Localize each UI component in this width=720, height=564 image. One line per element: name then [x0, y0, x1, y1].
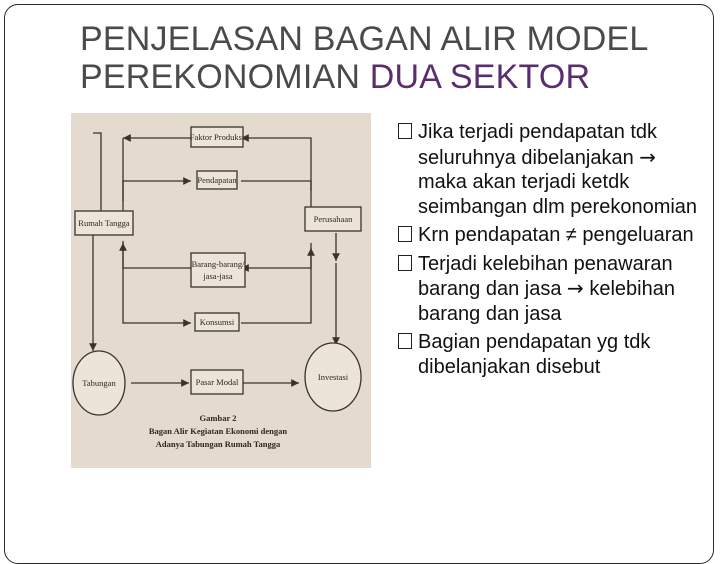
slide-title [80, 20, 700, 96]
node-pasar-modal: Pasar Modal [195, 377, 239, 387]
node-konsumsi: Konsumsi [199, 317, 235, 327]
bullet-item [398, 223, 710, 248]
bullet-text: Krn pendapatan ≠ pengeluaran [418, 224, 694, 246]
bullet-text: Jika terjadi pendapatan tdk seluruhnya dibelanjakan [418, 121, 658, 169]
node-barang-jasa-2: jasa-jasa [203, 271, 233, 281]
node-investasi: Investasi [317, 372, 349, 382]
bullet-marker-icon [398, 255, 412, 271]
title-line-2 [80, 58, 700, 96]
bullet-item [398, 330, 710, 379]
right-arrow-icon: → [567, 276, 584, 300]
bullet-item [398, 252, 710, 327]
bullet-marker-icon [398, 226, 412, 242]
bullet-list [398, 120, 710, 383]
bullet-marker-icon [398, 333, 412, 349]
caption-line-2: Bagan Alir Kegiatan Ekonomi dengan [148, 426, 288, 436]
node-perusahaan: Perusahaan [313, 214, 353, 224]
title-line-1: PENJELASAN BAGAN ALIR MODEL [80, 20, 649, 58]
caption-line-3: Adanya Tabungan Rumah Tangga [155, 439, 281, 449]
bullet-text: kelebihan barang dan jasa [418, 278, 675, 325]
node-rumah-tangga: Rumah Tangga [78, 218, 130, 228]
node-tabungan: Tabungan [82, 378, 116, 388]
bullet-item [398, 120, 710, 219]
node-pendapatan: Pendapatan [197, 175, 237, 185]
node-barang-jasa-1: Barang-barang/ [191, 259, 245, 269]
bullet-text: Bagian pendapatan yg tdk dibelanjakan disebut [418, 331, 651, 378]
bullet-text: Terjadi kelebihan penawaran barang dan jasa [418, 252, 673, 300]
flow-diagram-image [71, 113, 371, 468]
caption-line-1: Gambar 2 [199, 413, 237, 423]
bullet-marker-icon [398, 123, 412, 139]
right-arrow-icon: → [639, 144, 657, 169]
title-accent: DUA SEKTOR [369, 58, 591, 96]
title-plain: PEREKONOMIAN [80, 58, 370, 96]
node-faktor-produksi: Faktor Produksi [189, 132, 245, 142]
bullet-text: maka akan terjadi ketdk seimbangan dlm perekonomian [418, 171, 698, 218]
